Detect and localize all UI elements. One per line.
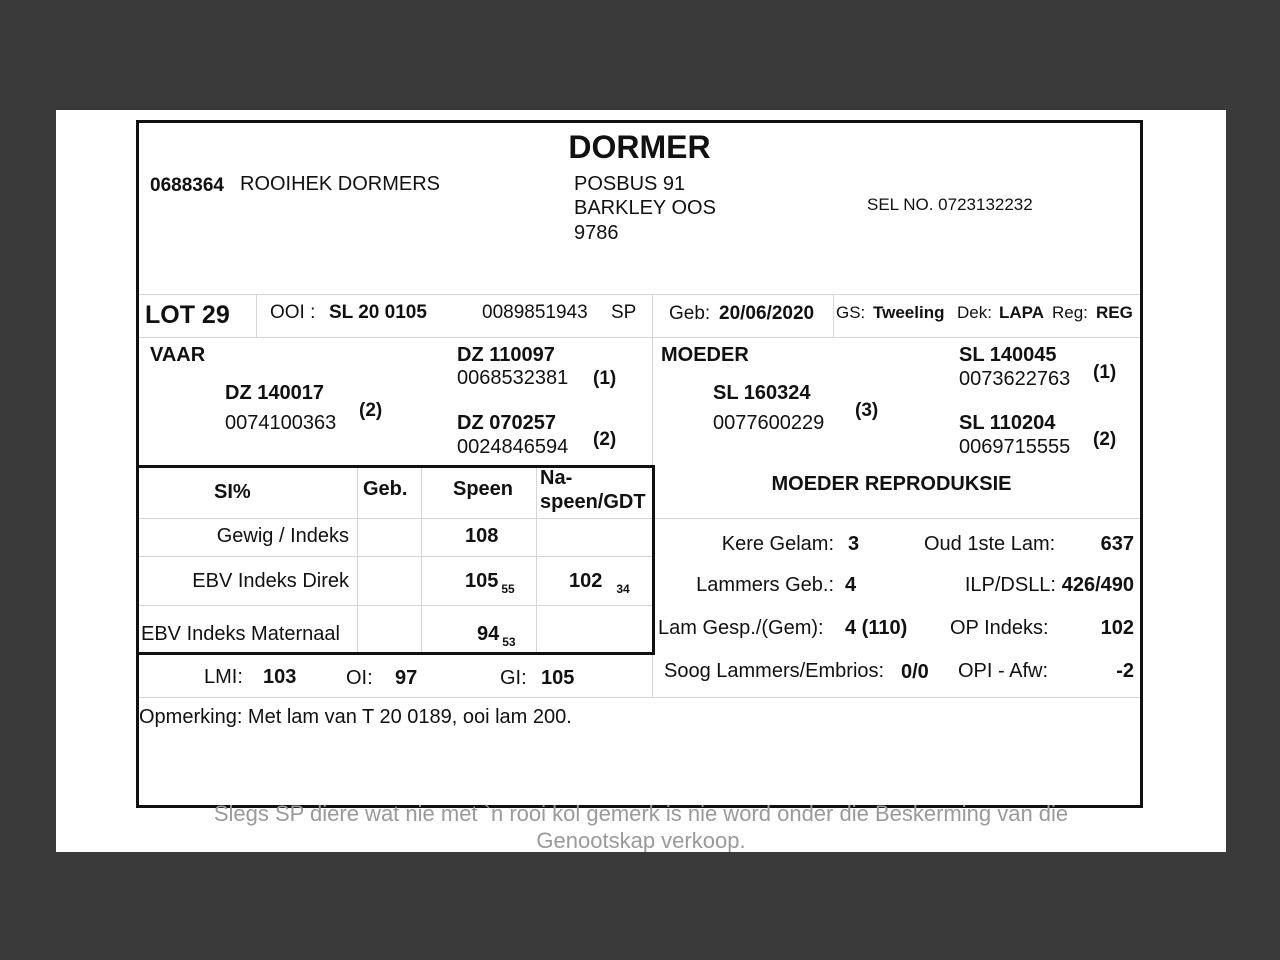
direk-speen-sub: 55 [501, 582, 515, 596]
divider [139, 337, 1140, 338]
naspeen-header-line1: Na- [540, 467, 573, 489]
lmi-value: 103 [263, 666, 297, 688]
divider [139, 294, 1140, 295]
moeder-number: 0077600229 [713, 412, 825, 434]
divider [652, 294, 653, 337]
divider [652, 337, 653, 467]
reg-label: Reg: [1052, 303, 1088, 322]
gi-label: GI: [500, 667, 527, 689]
reg-value: REG [1096, 303, 1133, 322]
moeder-rank: (3) [855, 400, 879, 421]
lammers-value: 4 [845, 574, 857, 596]
divider [833, 294, 834, 337]
gewig-speen: 108 [465, 525, 499, 547]
footer-line-2: Genootskap verkoop. [536, 828, 746, 852]
speen-header: Speen [453, 478, 514, 500]
moeder-sire-rank: (1) [1093, 362, 1117, 383]
address-line-2: BARKLEY OOS [574, 197, 716, 219]
gesp-value: 4 (110) [845, 617, 908, 639]
divider [139, 697, 1140, 698]
vaar-id: DZ 140017 [225, 382, 324, 404]
divider [357, 468, 358, 652]
moeder-dam-number: 0069715555 [959, 436, 1071, 458]
direk-speen-value: 105 [465, 570, 499, 592]
moeder-sire-number: 0073622763 [959, 368, 1071, 390]
soog-label: Soog Lammers/Embrios: [664, 660, 885, 682]
direk-speen [465, 570, 515, 596]
direk-na-sub: 34 [616, 582, 630, 596]
op-label: OP Indeks: [950, 617, 1049, 639]
gs-value: Tweeling [873, 303, 945, 322]
address-line-3: 9786 [574, 222, 619, 244]
geb-label: Geb: [669, 303, 711, 324]
vaar-sire-id: DZ 110097 [457, 344, 555, 366]
opi-value: -2 [1116, 660, 1134, 682]
vaar-dam-rank: (2) [593, 429, 617, 450]
breeder-name: ROOIHEK DORMERS [240, 173, 441, 195]
footer-line-1: Slegs SP diere wat nie met `n rooi kol gemerk is nie word onder die Beskerming van die [213, 801, 1069, 826]
dek-value: LAPA [999, 303, 1045, 322]
ooi-suffix: SP [611, 302, 637, 323]
si-header: SI% [214, 481, 251, 503]
vaar-dam-number: 0024846594 [457, 436, 569, 458]
gi-value: 105 [541, 667, 575, 689]
oi-value: 97 [395, 667, 418, 689]
lmi-label: LMI: [204, 666, 243, 688]
vaar-number: 0074100363 [225, 412, 337, 434]
geb-header: Geb. [363, 478, 408, 500]
direk-na [569, 570, 630, 596]
moeder-label: MOEDER [661, 344, 749, 366]
footer-note [56, 800, 1226, 852]
direk-na-value: 102 [569, 570, 603, 592]
page-title: DORMER [568, 129, 711, 165]
ooi-label: OOI : [270, 302, 316, 323]
si-table-border [139, 652, 655, 655]
document-page [56, 110, 1226, 852]
divider [655, 518, 1140, 519]
divider [139, 518, 652, 519]
divider [139, 605, 652, 606]
moeder-id: SL 160324 [713, 382, 811, 404]
maternaal-speen-value: 94 [477, 623, 500, 645]
lammers-label: Lammers Geb.: [696, 574, 834, 596]
remark: Opmerking: Met lam van T 20 0189, ooi lam 200. [139, 706, 572, 728]
divider [256, 294, 257, 337]
naspeen-header-line2: speen/GDT [540, 491, 646, 513]
ooi-number: 0089851943 [482, 302, 588, 323]
divider [652, 655, 653, 697]
opi-label: OPI - Afw: [958, 660, 1049, 682]
maternaal-speen [477, 623, 516, 649]
dek-label: Dek: [957, 303, 992, 322]
soog-value: 0/0 [901, 661, 929, 683]
geb-value: 20/06/2020 [719, 303, 815, 324]
sel-number: SEL NO. 0723132232 [867, 195, 1033, 214]
divider [421, 468, 422, 652]
vaar-label: VAAR [150, 344, 206, 366]
moeder-reproduksie-title: MOEDER REPRODUKSIE [771, 473, 1012, 495]
moeder-dam-rank: (2) [1093, 429, 1117, 450]
oud-value: 637 [1100, 533, 1134, 555]
lot-number: LOT 29 [145, 301, 230, 329]
moeder-dam-id: SL 110204 [959, 412, 1056, 434]
ooi-value: SL 20 0105 [329, 302, 427, 323]
maternaal-speen-sub: 53 [502, 635, 516, 649]
gesp-label: Lam Gesp./(Gem): [658, 617, 824, 639]
si-table-border [139, 465, 655, 468]
row-label-ebv-maternaal: EBV Indeks Maternaal [141, 623, 340, 645]
kere-label: Kere Gelam: [721, 533, 834, 555]
op-value: 102 [1100, 617, 1134, 639]
lot-card [136, 120, 1143, 808]
row-label-ebv-direk [192, 570, 349, 593]
gs-label: GS: [836, 303, 866, 322]
oi-label: OI: [346, 667, 373, 689]
row-label-text: EBV Indeks Direk [192, 570, 349, 592]
address-line-1: POSBUS 91 [574, 173, 686, 195]
vaar-rank: (2) [359, 400, 383, 421]
ilp-label: ILP/DSLL: [964, 574, 1056, 596]
divider [536, 468, 537, 652]
moeder-sire-id: SL 140045 [959, 344, 1057, 366]
row-label-gewig: Gewig / Indeks [216, 525, 349, 547]
ilp-value: 426/490 [1061, 574, 1134, 596]
breeder-id: 0688364 [150, 175, 224, 196]
vaar-dam-id: DZ 070257 [457, 412, 556, 434]
divider [139, 556, 652, 557]
vaar-sire-rank: (1) [593, 368, 617, 389]
oud-label: Oud 1ste Lam: [924, 533, 1056, 555]
kere-value: 3 [848, 533, 860, 555]
vaar-sire-number: 0068532381 [457, 367, 569, 389]
